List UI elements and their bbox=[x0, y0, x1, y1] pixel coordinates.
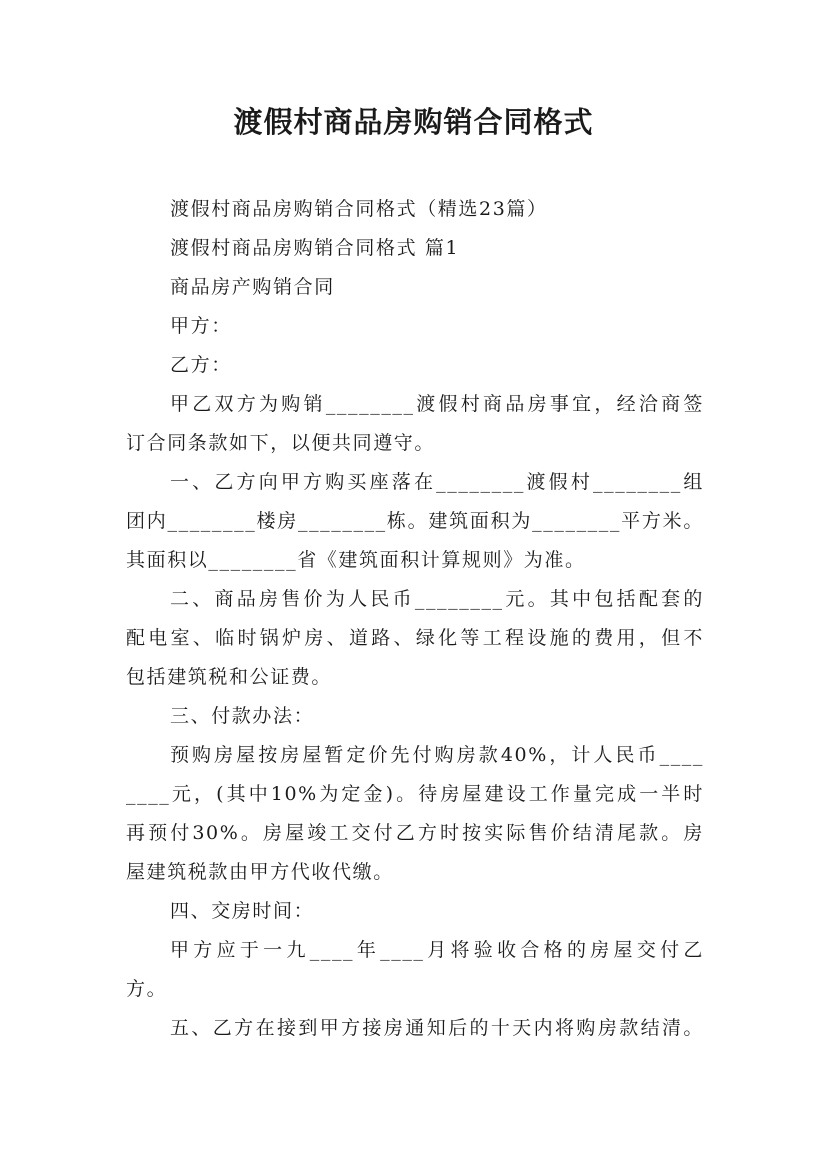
document-line: 五、乙方在接到甲方接房通知后的十天内将购房款结清。 bbox=[170, 1017, 704, 1039]
document-line: 其面积以________省《建筑面积计算规则》为准。 bbox=[126, 549, 586, 571]
document-line: 配电室、临时锅炉房、道路、绿化等工程设施的费用，但不 bbox=[126, 627, 704, 649]
document-line: 方。 bbox=[126, 978, 168, 1000]
document-line: 团内________楼房________栋。建筑面积为________平方米。 bbox=[126, 510, 704, 532]
document-title: 渡假村商品房购销合同格式 bbox=[233, 105, 594, 139]
document-line: 再预付30%。房屋竣工交付乙方时按实际售价结清尾款。房 bbox=[126, 822, 704, 844]
document-line: 乙方： bbox=[170, 354, 232, 376]
document-line: 渡假村商品房购销合同格式（精选23篇） bbox=[170, 198, 548, 220]
document-line: 商品房产购销合同 bbox=[170, 276, 335, 298]
document-body bbox=[126, 190, 704, 1048]
document-line: 渡假村商品房购销合同格式 篇1 bbox=[170, 237, 460, 259]
document-line: 一、乙方向甲方购买座落在________渡假村________组 bbox=[170, 471, 704, 493]
document-line: ____元，(其中10%为定金)。待房屋建设工作量完成一半时 bbox=[126, 783, 704, 805]
document-line: 预购房屋按房屋暂定价先付购房款40%，计人民币____ bbox=[170, 744, 704, 766]
document-line: 甲方： bbox=[170, 315, 232, 337]
document-line: 订合同条款如下，以便共同遵守。 bbox=[126, 432, 436, 454]
document-line: 包括建筑税和公证费。 bbox=[126, 666, 333, 688]
document-line: 甲方应于一九____年____月将验收合格的房屋交付乙 bbox=[170, 939, 704, 961]
document-line: 三、付款办法： bbox=[170, 705, 315, 727]
document-line: 甲乙双方为购销________渡假村商品房事宜，经洽商签 bbox=[170, 393, 704, 415]
document-line: 屋建筑税款由甲方代收代缴。 bbox=[126, 861, 394, 883]
document-line: 四、交房时间： bbox=[170, 900, 315, 922]
document-line: 二、商品房售价为人民币________元。其中包括配套的 bbox=[170, 588, 704, 610]
